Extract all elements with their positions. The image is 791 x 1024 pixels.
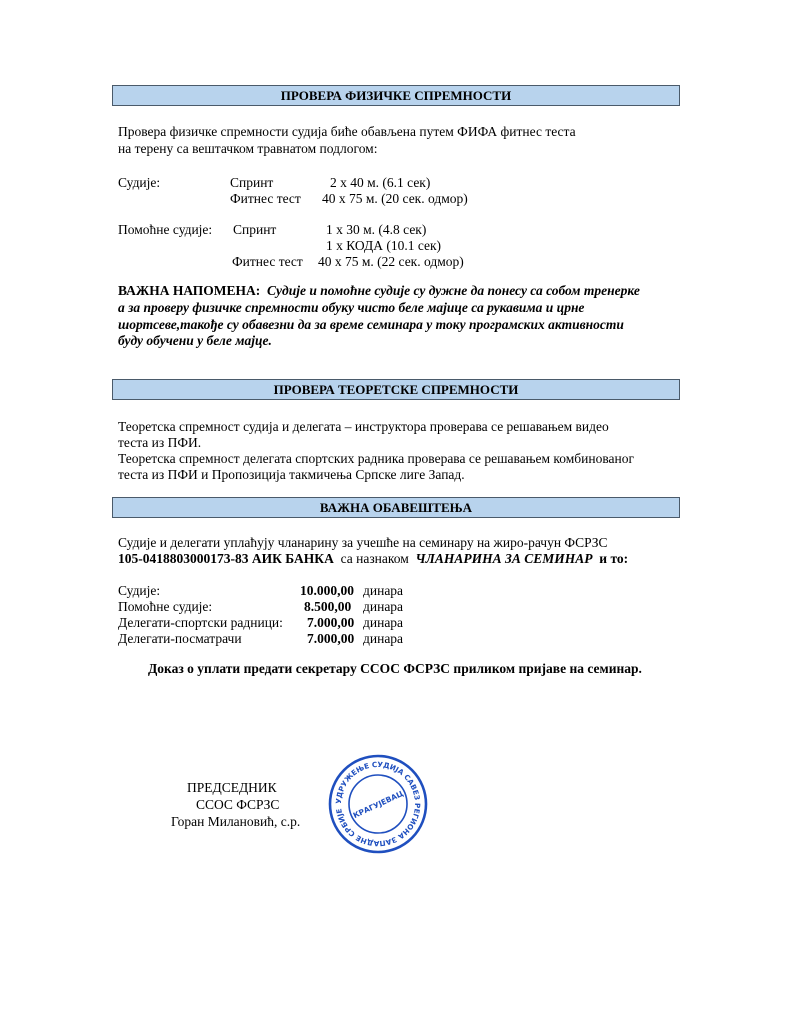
referees-fitness-label: Фитнес тест	[230, 191, 301, 206]
referees-fitness-value: 40 x 75 м. (20 сек. одмор)	[322, 191, 468, 206]
purpose-suffix: и то:	[599, 551, 629, 566]
assistants-fitness-label: Фитнес тест	[232, 254, 303, 269]
theory-line3: Теоретска спремност делегата спортских радника проверава се решавањем комбинованог	[118, 451, 635, 466]
fee-unit: динара	[363, 615, 404, 630]
fee-unit: динара	[363, 631, 404, 646]
section-header-physical: ПРОВЕРА ФИЗИЧКЕ СПРЕМНОСТИ	[112, 85, 680, 106]
payment-line2	[118, 551, 628, 567]
theory-line4: теста из ПФИ и Пропозиција такмичења Српске лиге Запад.	[118, 467, 465, 482]
fee-amount: 7.000,00	[307, 631, 355, 646]
payment-line1: Судије и делегати уплаћују чланарину за учешће на семинару на жиро-рачун ФСРЗС	[118, 535, 608, 550]
payment-purpose: ЧЛАНАРИНА ЗА СЕМИНАР	[415, 551, 593, 566]
fee-unit: динара	[363, 599, 404, 614]
fee-amount: 7.000,00	[307, 615, 355, 630]
bank-account: 105-0418803000173-83 АИК БАНКА	[118, 551, 334, 566]
important-note-line4: буду обучени у беле мајце.	[118, 333, 272, 348]
important-note-text1: Судије и помоћне судије су дужне да понесу са собом тренерке	[267, 283, 640, 298]
fee-amount: 8.500,00	[304, 599, 352, 614]
fee-amount: 10.000,00	[300, 583, 354, 598]
svg-text:УДРУЖЕЊЕ СУДИЈА САВЕЗ РЕГИОНА: УДРУЖЕЊЕ СУДИЈА САВЕЗ РЕГИОНА ЗАПАДНЕ СРБИЈЕ	[333, 759, 423, 849]
fee-label: Судије:	[118, 583, 161, 598]
purpose-prefix: са назнаком	[340, 551, 409, 566]
signature-name: Горан Милановић, с.р.	[171, 814, 301, 829]
assistants-fitness-value: 40 x 75 м. (22 сек. одмор)	[318, 254, 464, 269]
referees-label: Судије:	[118, 175, 161, 190]
assistants-koda-value: 1 x КОДА (10.1 сек)	[326, 238, 442, 253]
referees-sprint-value: 2 x 40 м. (6.1 сек)	[330, 175, 431, 190]
physical-intro-line1: Провера физичке спремности судија биће обављена путем ФИФА фитнес теста	[118, 124, 576, 139]
important-note-line2: а за проверу физичке спремности обуку чисто беле мајице са рукавима и црне	[118, 300, 585, 315]
theory-line1: Теоретска спремност судија и делегата – инструктора проверава се решавањем видео	[118, 419, 609, 434]
signature-title: ПРЕДСЕДНИК	[187, 780, 277, 795]
assistants-label: Помоћне судије:	[118, 222, 213, 237]
svg-text:КРАГУЈЕВАЦ: КРАГУЈЕВАЦ	[351, 788, 405, 821]
signature-org: ССОС ФСРЗС	[196, 797, 280, 812]
important-note-line3: шортсеве,такође су обавезни да за време семинара у току програмских активности	[118, 317, 624, 332]
assistants-sprint-value: 1 x 30 м. (4.8 сек)	[326, 222, 427, 237]
payment-proof-note: Доказ о уплати предати секретару ССОС ФСРЗС приликом пријаве на семинар.	[148, 661, 642, 676]
official-stamp	[328, 754, 428, 854]
fee-label: Делегати-посматрачи	[118, 631, 242, 646]
theory-line2: теста из ПФИ.	[118, 435, 202, 450]
physical-intro-line2: на терену са вештачком травнатом подлогом:	[118, 141, 378, 156]
section-header-notices: ВАЖНА ОБАВЕШТЕЊА	[112, 497, 680, 518]
fee-label: Делегати-спортски радници:	[118, 615, 283, 630]
referees-sprint-label: Спринт	[230, 175, 274, 190]
important-note-label: ВАЖНА НАПОМЕНА	[118, 283, 256, 298]
fee-unit: динара	[363, 583, 404, 598]
fee-label: Помоћне судије:	[118, 599, 213, 614]
assistants-sprint-label: Спринт	[233, 222, 277, 237]
section-header-theory: ПРОВЕРА ТЕОРЕТСКЕ СПРЕМНОСТИ	[112, 379, 680, 400]
important-note-line1: ВАЖНА НАПОМЕНА: Судије и помоћне судије су дужне да понесу са собом тренерке	[118, 283, 640, 298]
